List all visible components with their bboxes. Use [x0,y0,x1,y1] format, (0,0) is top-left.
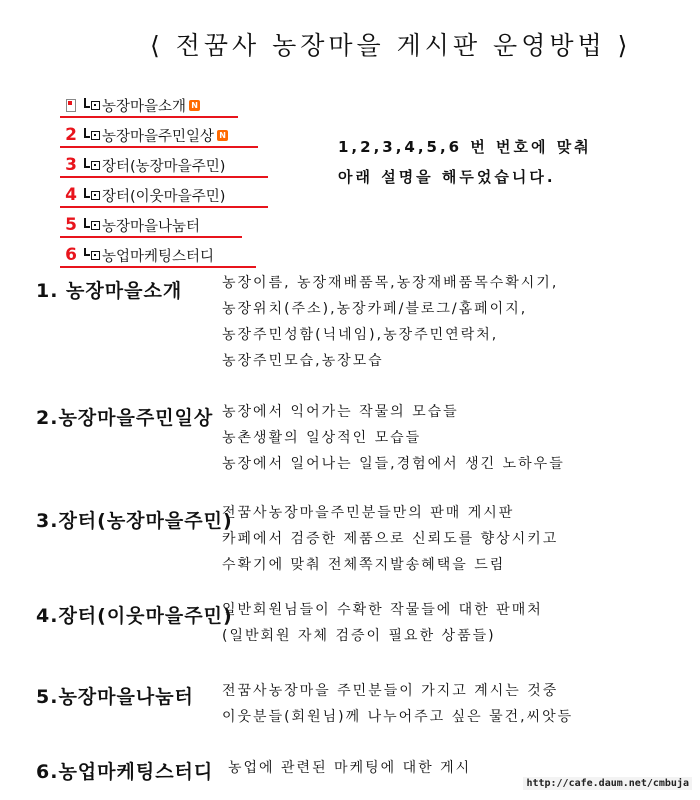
section-body [222,500,558,578]
tree-branch-icon [84,131,102,140]
menu-item-daily-life[interactable] [58,120,338,150]
menu-item-sharing[interactable] [58,210,338,240]
menu-item-number: 6 [65,245,77,265]
section-body [222,270,558,374]
menu-item-label: 장터(이웃마을주민) [102,188,226,205]
tree-branch-icon [84,251,102,260]
section-heading: 3.장터(농장마을주민) [36,510,233,532]
tree-branch-icon [84,221,102,230]
section-line: 이웃분들(회원님)께 나누어주고 싶은 물건,씨앗등 [222,709,574,725]
section-body [222,597,543,649]
section-line: 농업에 관련된 마케팅에 대한 게시 [228,760,472,776]
section-line: 전꿈사농장마을주민분들만의 판매 게시판 [222,505,515,521]
section-line: (일반회원 자체 검증이 필요한 상품들) [222,628,496,644]
menu-item-number: 5 [65,215,77,235]
section-line: 일반회원님들이 수확한 작물들에 대한 판매처 [222,602,543,618]
menu-item-number: 3 [65,155,77,175]
menu-item-label: 농장마을소개 [102,98,187,115]
page-icon [66,99,76,112]
section-line: 카페에서 검증한 제품으로 신뢰도를 향상시키고 [222,531,559,547]
page-title: ⟨ 전꿈사 농장마을 게시판 운영방법 ⟩ [150,31,632,60]
new-badge: N [217,130,228,141]
note-line: 아래 설명을 해두었습니다. [338,168,556,186]
section-heading: 5.농장마을나눔터 [36,686,194,708]
menu-item-label: 농장마을나눔터 [102,218,201,235]
section-line: 농장이름, 농장재배품목,농장재배품목수확시기, [222,275,559,291]
section-line: 전꿈사농장마을 주민분들이 가지고 계시는 것중 [222,683,559,699]
red-underline [60,206,268,208]
menu-item-market-neighbors[interactable] [58,180,338,210]
section-line: 수확기에 맞춰 전체쪽지발송혜택을 드림 [222,557,506,573]
menu-item-label: 농장마을주민일상 [102,128,215,145]
menu-item-number: 2 [65,125,77,145]
board-menu [58,90,338,270]
section-line: 농장에서 익어가는 작물의 모습들 [222,404,459,420]
menu-item-farm-intro[interactable] [58,90,338,120]
menu-item-number: 4 [65,185,77,205]
section-line: 농장에서 일어나는 일들,경험에서 생긴 노하우들 [222,456,565,472]
menu-item-marketing-study[interactable] [58,240,338,270]
section-line: 농장주민성함(닉네임),농장주민연락처, [222,327,499,343]
new-badge: N [189,100,200,111]
tree-branch-icon [84,191,102,200]
section-heading: 1. 농장마을소개 [36,280,183,302]
red-underline [60,146,258,148]
red-underline [60,176,268,178]
section-body [222,678,573,730]
section-line: 농촌생활의 일상적인 모습들 [222,430,422,446]
section-line: 농장위치(주소),농장카페/블로그/홈페이지, [222,301,528,317]
menu-item-label: 농업마케팅스터디 [102,248,215,265]
section-line: 농장주민모습,농장모습 [222,353,384,369]
section-body [228,755,471,781]
red-underline [60,116,238,118]
section-heading: 2.농장마을주민일상 [36,407,214,429]
cafe-url-watermark: http://cafe.daum.net/cmbuja [523,777,692,790]
tree-branch-icon [84,101,102,110]
note-line: 1,2,3,4,5,6 번 번호에 맞춰 [338,138,592,156]
tree-branch-icon [84,161,102,170]
numbering-note [338,132,592,192]
menu-item-market-residents[interactable] [58,150,338,180]
red-underline [60,266,256,268]
menu-item-label: 장터(농장마을주민) [102,158,226,175]
section-heading: 4.장터(이웃마을주민) [36,605,233,627]
section-heading: 6.농업마케팅스터디 [36,761,214,783]
section-body [222,399,565,477]
red-underline [60,236,242,238]
